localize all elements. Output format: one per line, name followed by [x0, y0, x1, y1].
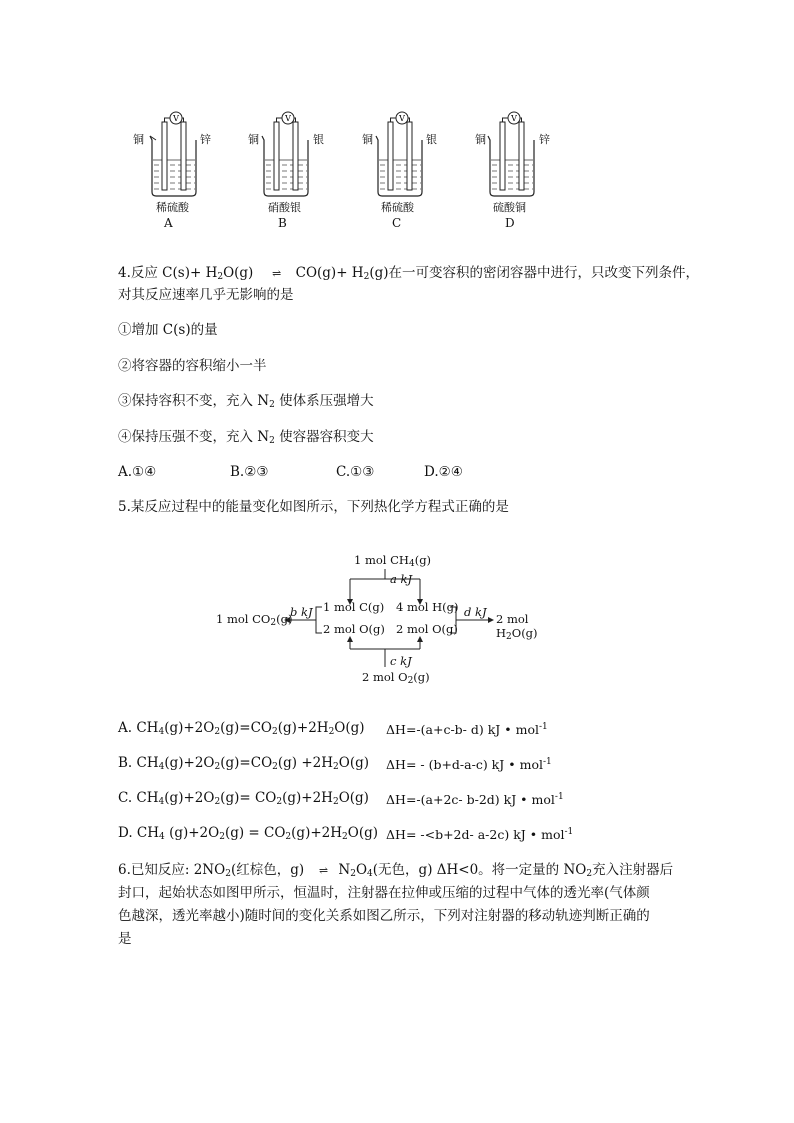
q5-option-d-equation: D. $CH_4$ $(g)+2O_2(g) = CO_2(g)+2H_2O(g)$ — [118, 825, 378, 842]
cell-b-solution: 硝酸银 — [268, 201, 301, 214]
q5-option-c-equation: C. $CH_4(g)+2O_2(g)= CO_2(g)+2H_2O(g)$ — [118, 790, 369, 807]
cell-b-right-electrode: 银 — [313, 133, 324, 146]
q6-line-1: 6.已知反应: $2NO_2$(红棕色，g) ⇌ $N_2O_4$(无色，g) ΔH<0。将一定量的 $NO_2$充入注射器后 — [118, 862, 674, 879]
q5-option-c-enthalpy: ΔH=-(a+2c- b-2d) kJ • mol$^{-1}$ — [386, 792, 564, 807]
cell-a-right-electrode: 锌 — [200, 133, 211, 146]
q4-item-4: ④保持压强不变，充入 $N_2$ 使容器容积变大 — [118, 429, 374, 446]
cell-a-solution: 稀硫酸 — [156, 201, 189, 214]
q4-stem-line1: 4.反应 $C(s)+ H_2O(g)$ ⇌ $CO(g)+ H_2(g)$在一可变容积的密闭容器中进行，只改变下列条件， — [118, 265, 699, 282]
q6-line-4: 是 — [118, 931, 132, 947]
q6-line-3: 色越深，透光率越小)随时间的变化关系如图乙所示，下列对注射器的移动轨迹判断正确的 — [118, 908, 650, 924]
q5-stem: 5.某反应过程中的能量变化如图所示，下列热化学方程式正确的是 — [118, 499, 509, 515]
cell-c-right-electrode: 银 — [426, 133, 437, 146]
svg-text:V: V — [285, 114, 291, 123]
equilibrium-arrow-icon: ⇌ — [272, 267, 282, 280]
q4-option-c: C.①③ — [336, 464, 375, 480]
svg-text:V: V — [399, 114, 405, 123]
q4-item-3: ③保持容积不变，充入 $N_2$ 使体系压强增大 — [118, 393, 374, 410]
q4-stem-line2: 对其反应速率几乎无影响的是 — [118, 287, 294, 303]
cell-a-letter: A — [164, 216, 173, 230]
q4-item-1: ①增加 C(s)的量 — [118, 322, 218, 338]
equilibrium-arrow-icon: ⇌ — [318, 864, 329, 877]
cell-d-left-electrode: 铜 — [475, 133, 486, 146]
cell-b — [262, 112, 308, 196]
cell-b-letter: B — [278, 216, 287, 230]
cell-c — [376, 112, 422, 196]
q4-item-2: ②将容器的容积缩小一半 — [118, 358, 267, 374]
svg-text:V: V — [511, 114, 517, 123]
svg-text:V: V — [173, 114, 179, 123]
q6-line-2: 封口，起始状态如图甲所示，恒温时，注射器在拉伸或压缩的过程中气体的透光率(气体颜 — [118, 885, 650, 901]
cell-d — [488, 112, 534, 196]
q4-option-a: A.①④ — [118, 464, 157, 480]
q5-option-a-enthalpy: ΔH=-(a+c-b- d) kJ • mol$^{-1}$ — [386, 722, 548, 737]
q5-option-a-equation: A. $CH_4(g)+2O_2(g)=CO_2(g)+2H_2O(g)$ — [118, 720, 365, 737]
cell-b-left-electrode: 铜 — [248, 133, 259, 146]
cell-d-solution: 硫酸铜 — [493, 201, 526, 214]
cell-c-letter: C — [392, 216, 402, 230]
q5-option-b-enthalpy: ΔH= - (b+d-a-c) kJ • mol$^{-1}$ — [386, 757, 552, 772]
cell-a — [150, 112, 196, 196]
cell-c-solution: 稀硫酸 — [381, 201, 414, 214]
q5-option-b-equation: B. $CH_4(g)+2O_2(g)=CO_2(g) +2H_2O(g)$ — [118, 755, 369, 772]
cell-c-left-electrode: 铜 — [362, 133, 373, 146]
cell-d-letter: D — [505, 216, 515, 230]
cell-a-left-electrode: 铜 — [133, 133, 144, 146]
cell-d-right-electrode: 锌 — [539, 133, 550, 146]
energy-diagram: 1 mol $CH_4(g)$ a kJ 1 mol C(g) 4 mol H(g) 2 mol O(g) 2 mol O(g) 1 mol $CO_2(g)$ b kJ d kJ 2 mol $H_2O(g)$ c kJ 2 mol $O_2(g)$ — [216, 553, 538, 686]
q4-option-d: D.②④ — [424, 464, 463, 480]
q5-option-d-enthalpy: ΔH= -<b+2d- a-2c) kJ • mol$^{-1}$ — [386, 827, 574, 842]
q4-option-b: B.②③ — [230, 464, 269, 480]
